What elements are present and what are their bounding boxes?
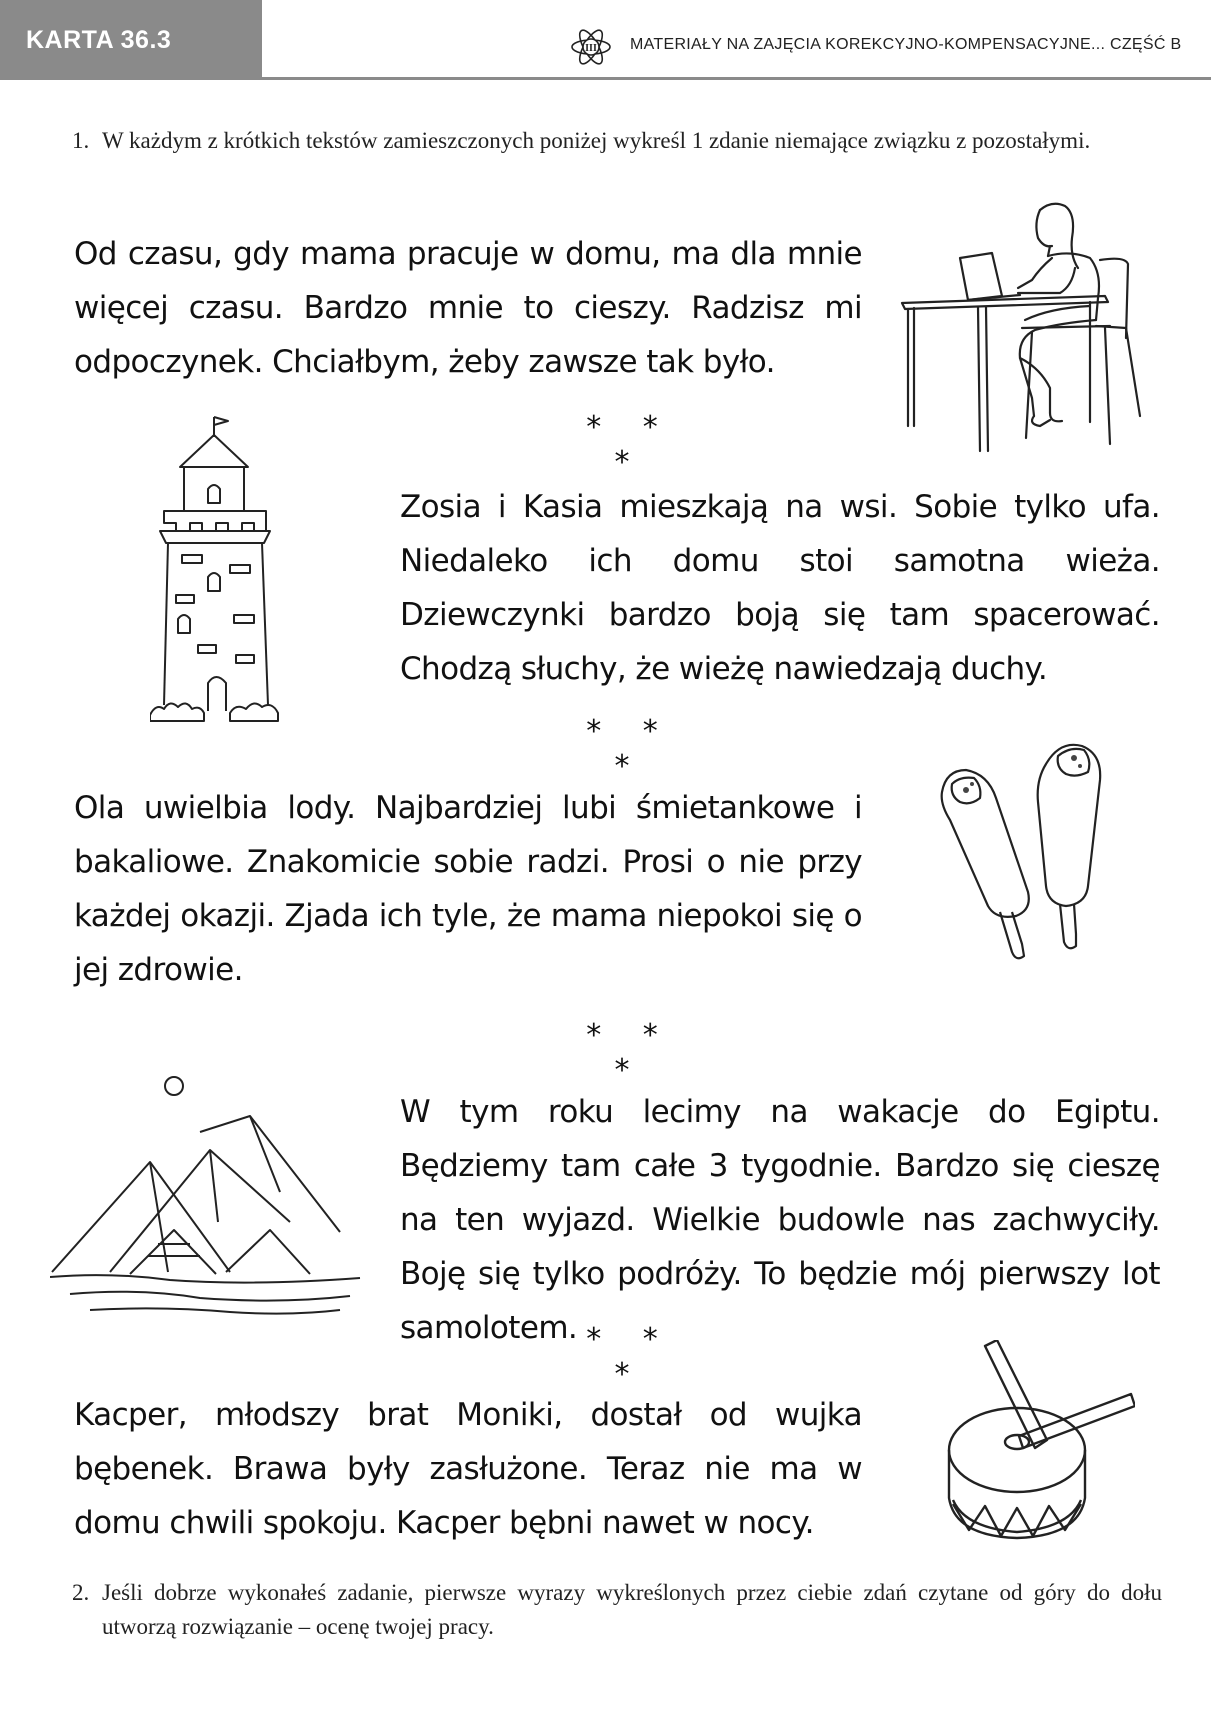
woman-laptop-icon [900, 198, 1150, 454]
separator-stars-1: * * * [586, 410, 674, 480]
text-block-3: Ola uwielbia lody. Najbardziej lubi śmietankowe i bakaliowe. Znakomicie sobie radzi. Prosi o nie przy każdej okazji. Zjada ich tyle, że mama niepokoi się o jej zdrowie. [74, 790, 862, 988]
task-1-text: W każdym z krótkich tekstów zamieszczonych poniżej wykreśl 1 zdanie niemające związku z pozostałymi. [102, 128, 1091, 153]
atom-logo-icon [570, 26, 612, 68]
series-title: MATERIAŁY NA ZAJĘCIA KOREKCYJNO-KOMPENSACYJNE... CZĘŚĆ B [630, 36, 1182, 53]
task-2-number: 2. [72, 1580, 90, 1605]
task-2-text: Jeśli dobrze wykonałeś zadanie, pierwsze wyrazy wykreślonych przez ciebie zdań czytane od góry do dołu utworzą rozwiązanie – ocenę twojej pracy. [102, 1580, 1162, 1639]
task-2-instruction [72, 1576, 1162, 1644]
task-1-number: 1. [72, 128, 90, 153]
page-header [0, 0, 1211, 80]
ice-cream-icon [930, 740, 1130, 970]
text-block-2: Zosia i Kasia mieszkają na wsi. Sobie tylko ufa. Niedaleko ich domu stoi samotna wieża. Dziewczynki bardzo boją się tam spacerować. Chodzą słuchy, że wieżę nawiedzają duchy. [400, 489, 1160, 687]
text-block-5: Kacper, młodszy brat Moniki, dostał od wujka bębenek. Brawa były zasłużone. Teraz nie ma w domu chwili spokoju. Kacper bębni nawet w nocy. [74, 1397, 862, 1541]
text-block-1: Od czasu, gdy mama pracuje w domu, ma dla mnie więcej czasu. Bardzo mnie to cieszy. Radzisz mi odpoczynek. Chciałbym, żeby zawsze tak było. [74, 236, 862, 380]
header-rule [262, 77, 1211, 80]
separator-stars-2: * * * [586, 714, 674, 784]
drum-icon [935, 1340, 1135, 1545]
pyramids-icon [50, 1072, 370, 1322]
separator-stars-3: * * * [586, 1018, 674, 1088]
svg-text:III: III [585, 43, 597, 54]
card-label: KARTA 36.3 [0, 0, 262, 80]
text-block-4: W tym roku lecimy na wakacje do Egiptu. Będziemy tam całe 3 tygodnie. Bardzo się cieszę na ten wyjazd. Wielkie budowle nas zachwyciły. Boję się tylko podróży. To będzie mój pierwszy lot samolotem. [400, 1094, 1160, 1346]
separator-stars-4: * * * [586, 1322, 674, 1392]
tower-icon [150, 415, 280, 735]
task-1-instruction [72, 124, 1162, 158]
